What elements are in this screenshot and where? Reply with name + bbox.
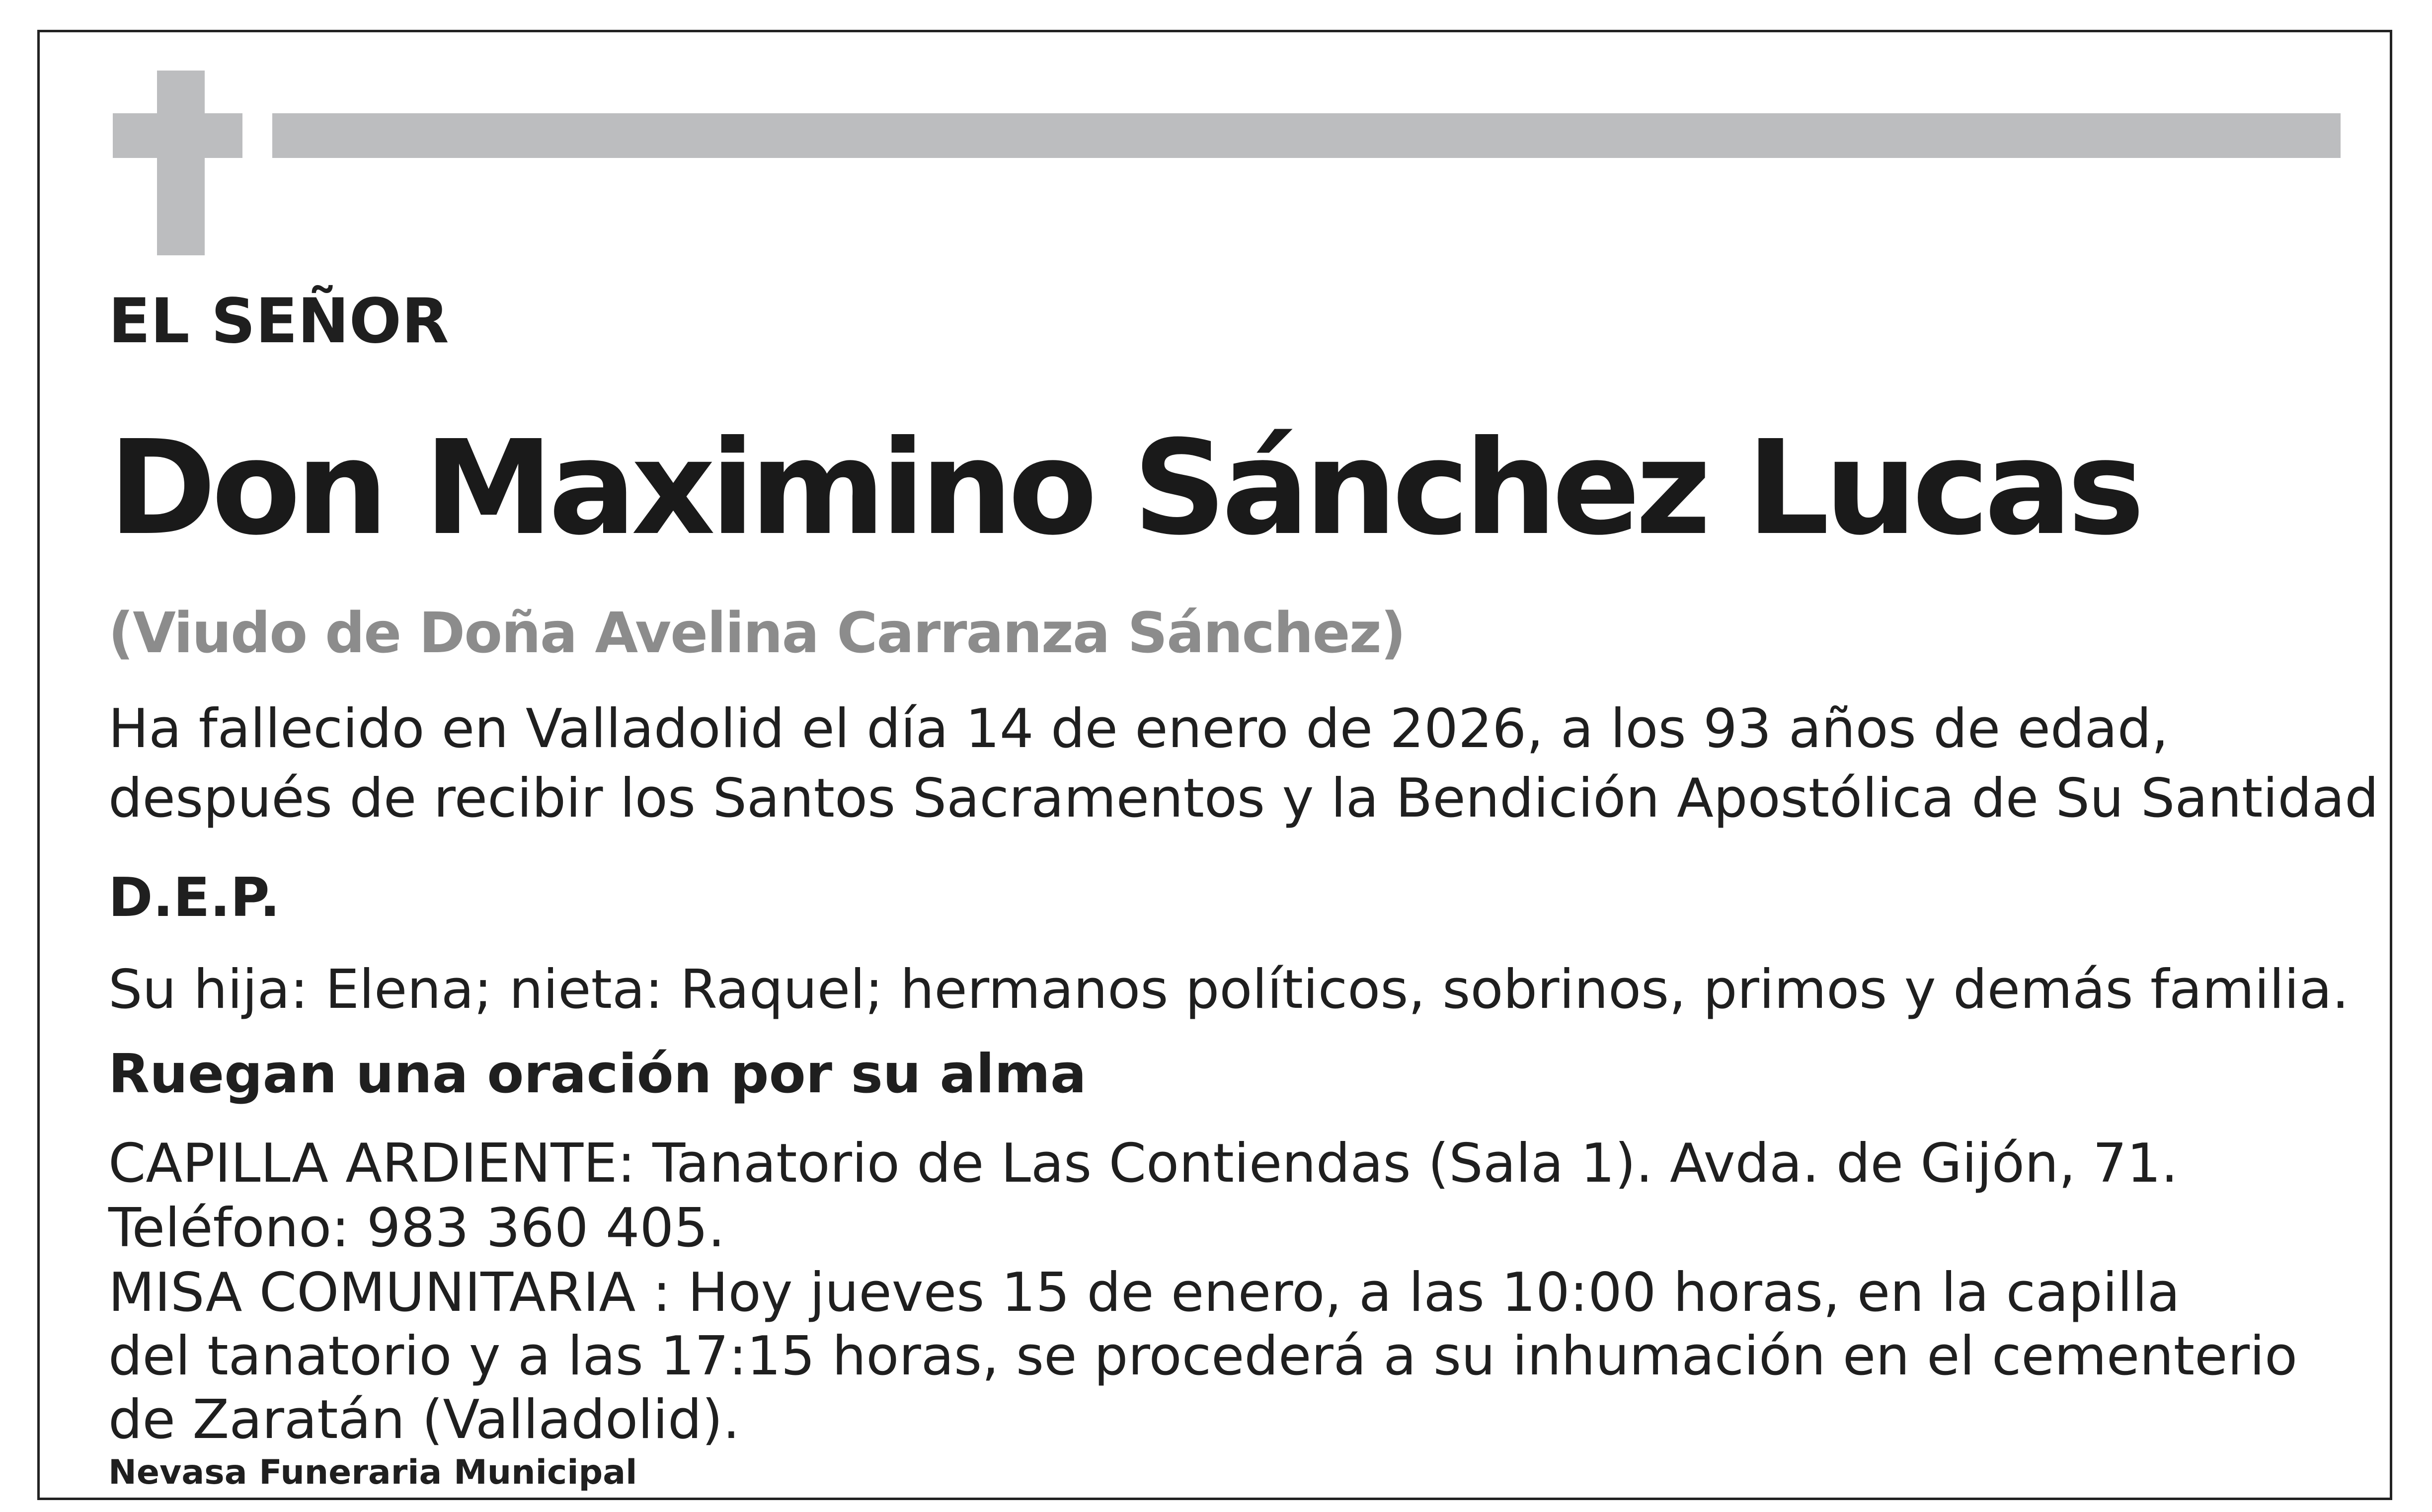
dep: D.E.P. — [108, 867, 280, 929]
widow-of: (Viudo de Doña Avelina Carranza Sánchez) — [108, 601, 1405, 666]
prayer-request: Ruegan una oración por su alma — [108, 1043, 1087, 1105]
ceremony-line-4: del tanatorio y a las 17:15 horas, se procederá a su inhumación en el cementerio — [108, 1325, 2298, 1387]
honorific: EL SEÑOR — [108, 286, 449, 357]
header-rule — [272, 113, 2341, 158]
death-line-2: después de recibir los Santos Sacramentos y la Bendición Apostólica de Su Santidad — [108, 767, 2379, 830]
cross-icon-horizontal — [113, 113, 242, 158]
ceremony-line-1: CAPILLA ARDIENTE: Tanatorio de Las Contiendas (Sala 1). Avda. de Gijón, 71. — [108, 1133, 2178, 1195]
family-list: Su hija: Elena; nieta: Raquel; hermanos políticos, sobrinos, primos y demás familia. — [108, 959, 2349, 1021]
ceremony-line-3: MISA COMUNITARIA : Hoy jueves 15 de enero, a las 10:00 horas, en la capilla — [108, 1262, 2180, 1324]
funeral-home: Nevasa Funeraria Municipal — [108, 1453, 637, 1492]
cross-icon-vertical — [157, 71, 205, 255]
ceremony-line-2: Teléfono: 983 360 405. — [108, 1197, 725, 1259]
death-line-1: Ha fallecido en Valladolid el día 14 de enero de 2026, a los 93 años de edad, — [108, 698, 2169, 760]
deceased-name: Don Maximino Sánchez Lucas — [108, 412, 2140, 564]
ceremony-line-5: de Zaratán (Valladolid). — [108, 1389, 740, 1451]
